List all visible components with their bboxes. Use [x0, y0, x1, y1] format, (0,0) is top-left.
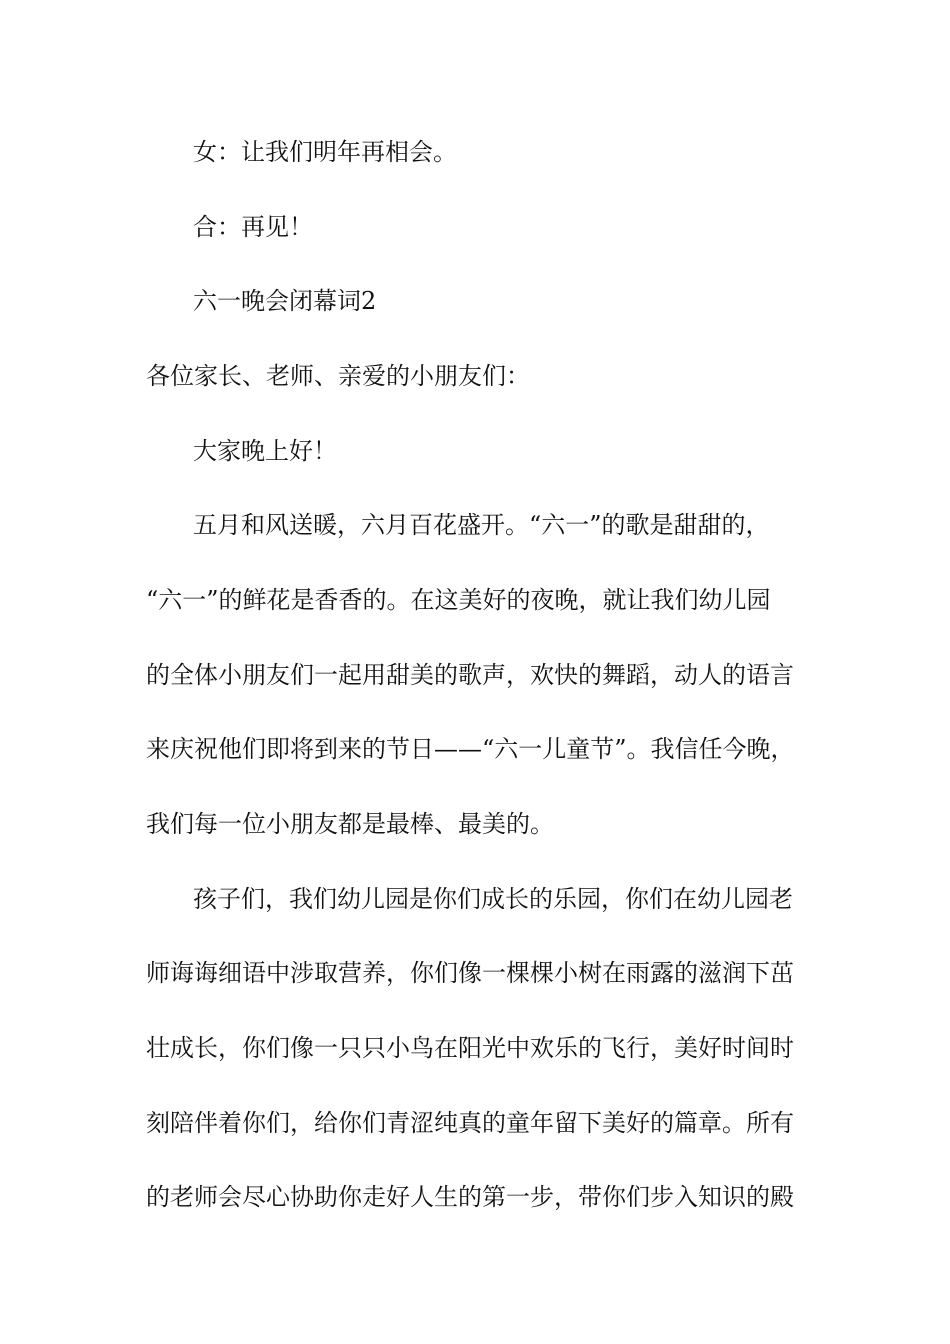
- salutation-line: 各位家长、老师、亲爱的小朋友们：: [146, 362, 530, 390]
- paragraph-2-line-5: 的老师会尽心协助你走好人生的第一步，带你们步入知识的殿: [146, 1183, 794, 1211]
- section-title: 六一晚会闭幕词2: [193, 287, 377, 315]
- paragraph-1-line-4: 来庆祝他们即将到来的节日——“六一儿童节”。我信任今晚，: [146, 735, 795, 763]
- paragraph-2-line-3: 壮成长，你们像一只只小鸟在阳光中欢乐的飞行，美好时间时: [146, 1034, 794, 1062]
- greeting-line: 大家晚上好！: [193, 437, 337, 465]
- paragraph-2-line-2: 师诲诲细语中涉取营养，你们像一棵棵小树在雨露的滋润下茁: [146, 959, 794, 987]
- paragraph-2-line-1: 孩子们，我们幼儿园是你们成长的乐园，你们在幼儿园老: [193, 885, 793, 913]
- paragraph-2-line-4: 刻陪伴着你们，给你们青涩纯真的童年留下美好的篇章。所有: [146, 1109, 794, 1137]
- paragraph-1-line-3: 的全体小朋友们一起用甜美的歌声，欢快的舞蹈，动人的语言: [146, 661, 794, 689]
- paragraph-1-line-2: “六一”的鲜花是香香的。在这美好的夜晚，就让我们幼儿园: [146, 586, 771, 614]
- dialogue-line-together: 合：再见！: [193, 213, 313, 241]
- dialogue-line-female: 女：让我们明年再相会。: [193, 138, 457, 166]
- paragraph-1-line-5: 我们每一位小朋友都是最棒、最美的。: [146, 810, 554, 838]
- paragraph-1-line-1: 五月和风送暖，六月百花盛开。“六一”的歌是甜甜的，: [193, 511, 770, 539]
